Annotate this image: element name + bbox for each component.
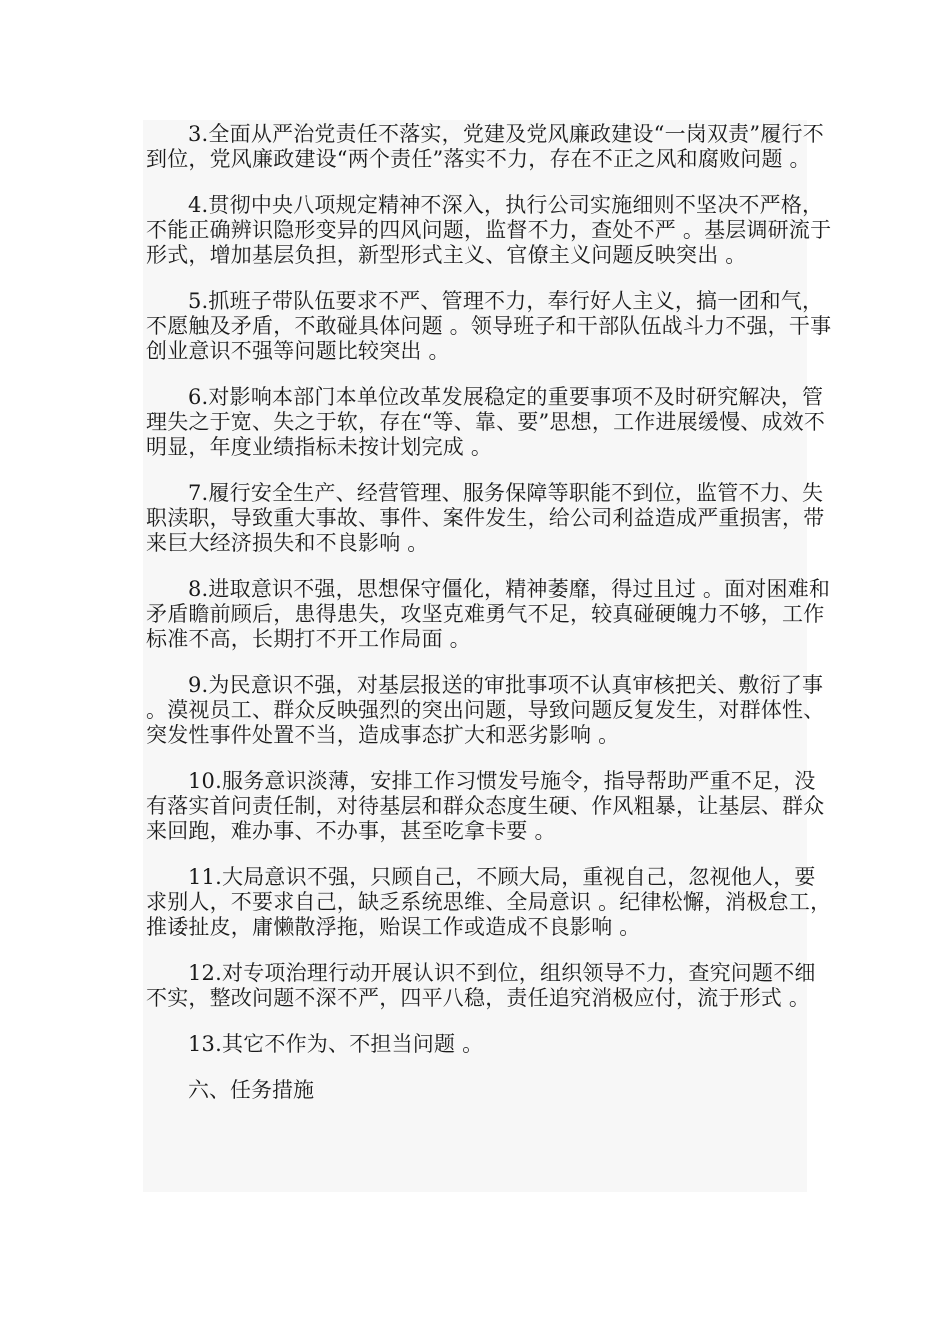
paragraph-item-8: 8.进取意识不强，思想保守僵化，精神萎靡，得过且过 。面对困难和矛盾瞻前顾后，患得患失，攻坚克难勇气不足，较真碰硬魄力不够，工作标准不高，长期打不开工作局面 。 — [146, 577, 831, 651]
paragraph-item-12: 12.对专项治理行动开展认识不到位，组织领导不力，查究问题不细不实，整改问题不深不严，四平八稳，责任追究消极应付，流于形式 。 — [146, 961, 816, 1010]
paragraph-item-11: 11.大局意识不强，只顾自己，不顾大局，重视自己，忽视他人，要求别人，不要求自己，缺乏系统思维、全局意识 。纪律松懈，消极怠工，推诿扯皮，庸懒散浮拖，贻误工作或造成不良影响 。 — [146, 865, 832, 939]
paragraph-item-9: 9.为民意识不强，对基层报送的审批事项不认真审核把关、敷衍了事 。漠视员工、群众反映强烈的突出问题，导致问题反复发生，对群体性、突发性事件处置不当，造成事态扩大和恶劣影响 。 — [146, 673, 825, 747]
paragraph-item-4: 4.贯彻中央八项规定精神不深入，执行公司实施细则不坚决不严格，不能正确辨识隐形变异的四风问题，监督不力，查处不严 。基层调研流于形式，增加基层负担，新型形式主义、官僚主义问题反映突出 。 — [146, 193, 832, 267]
paragraph-item-13: 13.其它不作为、不担当问题 。 — [188, 1032, 484, 1056]
paragraph-item-6: 6.对影响本部门本单位改革发展稳定的重要事项不及时研究解决，管理失之于宽、失之于软，存在“等、靠、要”思想，工作进展缓慢、成效不明显，年度业绩指标未按计划完成 。 — [146, 385, 826, 459]
paragraph-item-7: 7.履行安全生产、经营管理、服务保障等职能不到位，监管不力、失职渎职，导致重大事故、事件、案件发生，给公司利益造成严重损害，带来巨大经济损失和不良影响 。 — [146, 481, 825, 555]
document-body — [146, 122, 836, 1103]
paragraph-item-5: 5.抓班子带队伍要求不严、管理不力，奉行好人主义，搞一团和气，不愿触及矛盾，不敢碰具体问题 。领导班子和干部队伍战斗力不强，干事创业意识不强等问题比较突出 。 — [146, 289, 832, 363]
paragraph-item-3: 3.全面从严治党责任不落实，党建及党风廉政建设“一岗双责”履行不到位，党风廉政建设“两个责任”落实不力，存在不正之风和腐败问题 。 — [146, 122, 824, 171]
section-heading: 六、任务措施 — [188, 1078, 314, 1102]
paragraph-item-10: 10.服务意识淡薄，安排工作习惯发号施令，指导帮助严重不足，没有落实首问责任制，对待基层和群众态度生硬、作风粗暴，让基层、群众来回跑，难办事、不办事，甚至吃拿卡要 。 — [146, 769, 825, 843]
